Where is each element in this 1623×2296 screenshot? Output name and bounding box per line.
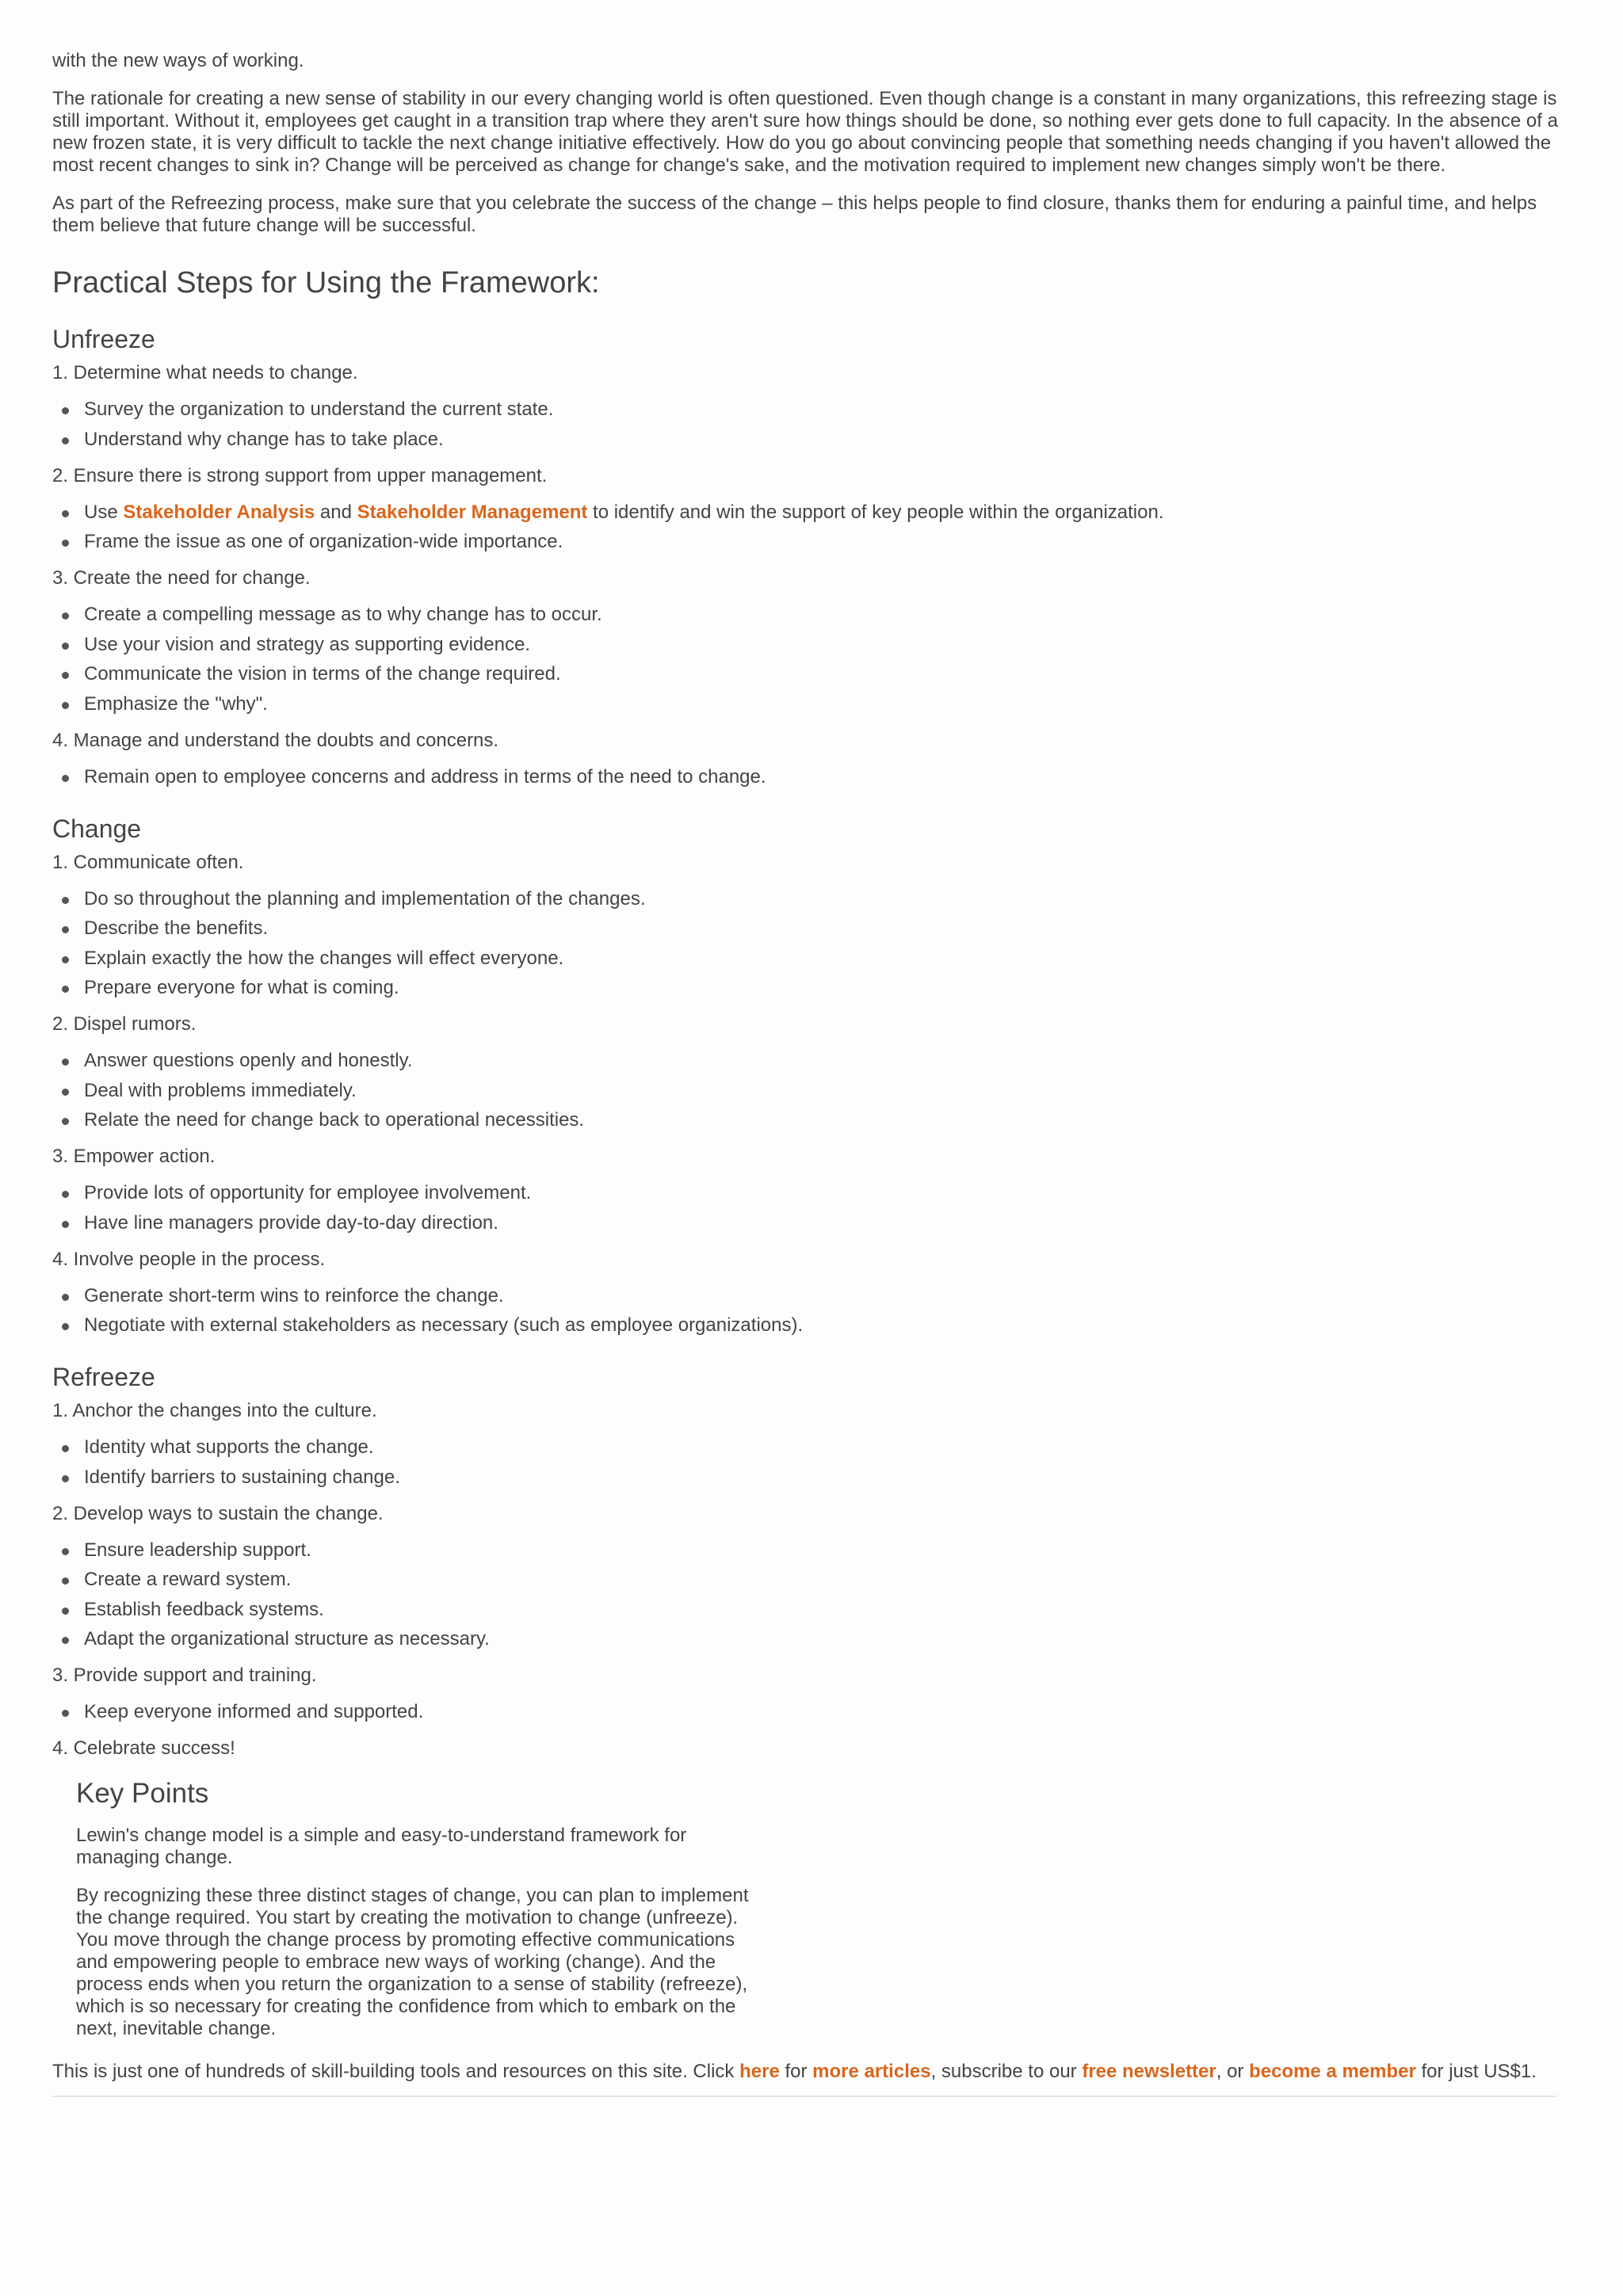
key-points-heading: Key Points (76, 1778, 209, 1809)
list-item: Establish feedback systems. (84, 1599, 1571, 1621)
unfreeze-step-2-list (52, 502, 1571, 554)
refreeze-step-1: 1. Anchor the changes into the culture. (52, 1400, 377, 1421)
unfreeze-step-3-list (52, 604, 1571, 715)
change-step-3-list (52, 1182, 1571, 1234)
unfreeze-heading: Unfreeze (52, 325, 155, 353)
list-item: Do so throughout the planning and implementation of the changes. (84, 888, 1571, 910)
footer-promo (52, 2061, 1571, 2083)
list-item: Negotiate with external stakeholders as necessary (such as employee organizations). (84, 1314, 1571, 1337)
footer-text: This is just one of hundreds of skill-building tools and resources on this site. Click (52, 2061, 740, 2082)
footer-text: for just US$1. (1415, 2061, 1537, 2082)
change-heading: Change (52, 814, 142, 843)
refreeze-step-4: 4. Celebrate success! (52, 1737, 235, 1759)
list-item: Keep everyone informed and supported. (84, 1701, 1571, 1723)
list-item: Emphasize the "why". (84, 693, 1571, 715)
list-item: Answer questions openly and honestly. (84, 1050, 1571, 1072)
unfreeze-step-2: 2. Ensure there is strong support from upper management. (52, 464, 548, 486)
divider (52, 2096, 1556, 2097)
list-item: Prepare everyone for what is coming. (84, 977, 1571, 999)
key-points-paragraph-2: By recognizing these three distinct stages of change, you can plan to implement the change required. You start by creating the motivation to change (unfreeze). You move through the change process by promoting effective communications and empowering people to embrace new ways of working (change). And the process ends when you return the organization to a sense of stability (refreeze), which is so necessary for creating the confidence from which to embark on the next, inevitable change. (76, 1885, 749, 2039)
become-member-link[interactable]: become a member (1249, 2061, 1416, 2082)
list-item: Relate the need for change back to operational necessities. (84, 1109, 1571, 1131)
list-item-text: and (315, 501, 357, 523)
list-item: Create a compelling message as to why change has to occur. (84, 604, 1571, 626)
here-link[interactable]: here (739, 2061, 780, 2082)
list-item: Frame the issue as one of organization-wide importance. (84, 531, 1571, 553)
refreeze-step-3: 3. Provide support and training. (52, 1665, 317, 1686)
list-item: Explain exactly the how the changes will effect everyone. (84, 948, 1571, 970)
list-item: Describe the benefits. (84, 917, 1571, 940)
list-item: Identity what supports the change. (84, 1436, 1571, 1459)
change-step-4: 4. Involve people in the process. (52, 1248, 326, 1270)
stakeholder-analysis-link[interactable]: Stakeholder Analysis (123, 501, 315, 523)
key-points-box (76, 1779, 766, 2040)
refreeze-step-3-list (52, 1701, 1571, 1723)
list-item: Generate short-term wins to reinforce the change. (84, 1285, 1571, 1307)
key-points-paragraph-1: Lewin's change model is a simple and easy-to-understand framework for managing change. (76, 1825, 687, 1868)
unfreeze-step-3: 3. Create the need for change. (52, 567, 311, 589)
unfreeze-step-1-list (52, 399, 1571, 451)
intro-paragraph-2: As part of the Refreezing process, make sure that you celebrate the success of the change – this helps people to find closure, thanks them for enduring a painful time, and helps them believe that future change will be successful. (52, 193, 1537, 236)
change-step-2: 2. Dispel rumors. (52, 1013, 197, 1035)
unfreeze-step-4-list (52, 766, 1571, 788)
list-item-text: to identify and win the support of key people within the organization. (587, 501, 1164, 523)
list-item: Deal with problems immediately. (84, 1080, 1571, 1102)
footer-text: for (779, 2061, 813, 2082)
intro-paragraph-1: The rationale for creating a new sense of stability in our every changing world is often questioned. Even though change is a constant in many organizations, this refreezing stage is still important. Without it, employees get caught in a transition trap where they aren't sure how things should be done, so nothing ever gets done to full capacity. In the absence of a new frozen state, it is very difficult to tackle the next change initiative effectively. How do you go about convincing people that something needs changing if you haven't allowed the most recent changes to sink in? Change will be perceived as change for change's sake, and the motivation required to implement new changes simply won't be there. (52, 88, 1558, 176)
refreeze-step-1-list (52, 1436, 1571, 1489)
list-item (84, 502, 1571, 524)
unfreeze-step-1: 1. Determine what needs to change. (52, 362, 358, 383)
free-newsletter-link[interactable]: free newsletter (1082, 2061, 1216, 2082)
change-step-4-list (52, 1285, 1571, 1337)
more-articles-link[interactable]: more articles (812, 2061, 931, 2082)
list-item: Ensure leadership support. (84, 1539, 1571, 1562)
list-item: Provide lots of opportunity for employee involvement. (84, 1182, 1571, 1204)
practical-steps-heading: Practical Steps for Using the Framework: (52, 266, 600, 299)
list-item: Remain open to employee concerns and address in terms of the need to change. (84, 766, 1571, 788)
list-item: Survey the organization to understand the current state. (84, 399, 1571, 421)
change-step-1: 1. Communicate often. (52, 851, 244, 873)
refreeze-step-2: 2. Develop ways to sustain the change. (52, 1502, 384, 1524)
refreeze-step-2-list (52, 1539, 1571, 1651)
list-item: Create a reward system. (84, 1569, 1571, 1591)
footer-text: , subscribe to our (930, 2061, 1083, 2082)
list-item: Have line managers provide day-to-day direction. (84, 1212, 1571, 1234)
change-step-3: 3. Empower action. (52, 1146, 216, 1167)
refreeze-heading: Refreeze (52, 1363, 155, 1391)
footer-text: , or (1216, 2061, 1250, 2082)
list-item: Adapt the organizational structure as necessary. (84, 1628, 1571, 1650)
stakeholder-management-link[interactable]: Stakeholder Management (357, 501, 588, 523)
change-step-2-list (52, 1050, 1571, 1131)
unfreeze-step-4: 4. Manage and understand the doubts and concerns. (52, 729, 499, 751)
list-item-text: Use (84, 501, 124, 523)
intro-paragraph-0: with the new ways of working. (52, 50, 304, 71)
list-item: Understand why change has to take place. (84, 429, 1571, 451)
list-item: Use your vision and strategy as supporting evidence. (84, 634, 1571, 656)
list-item: Identify barriers to sustaining change. (84, 1466, 1571, 1489)
list-item: Communicate the vision in terms of the change required. (84, 663, 1571, 685)
change-step-1-list (52, 888, 1571, 1000)
